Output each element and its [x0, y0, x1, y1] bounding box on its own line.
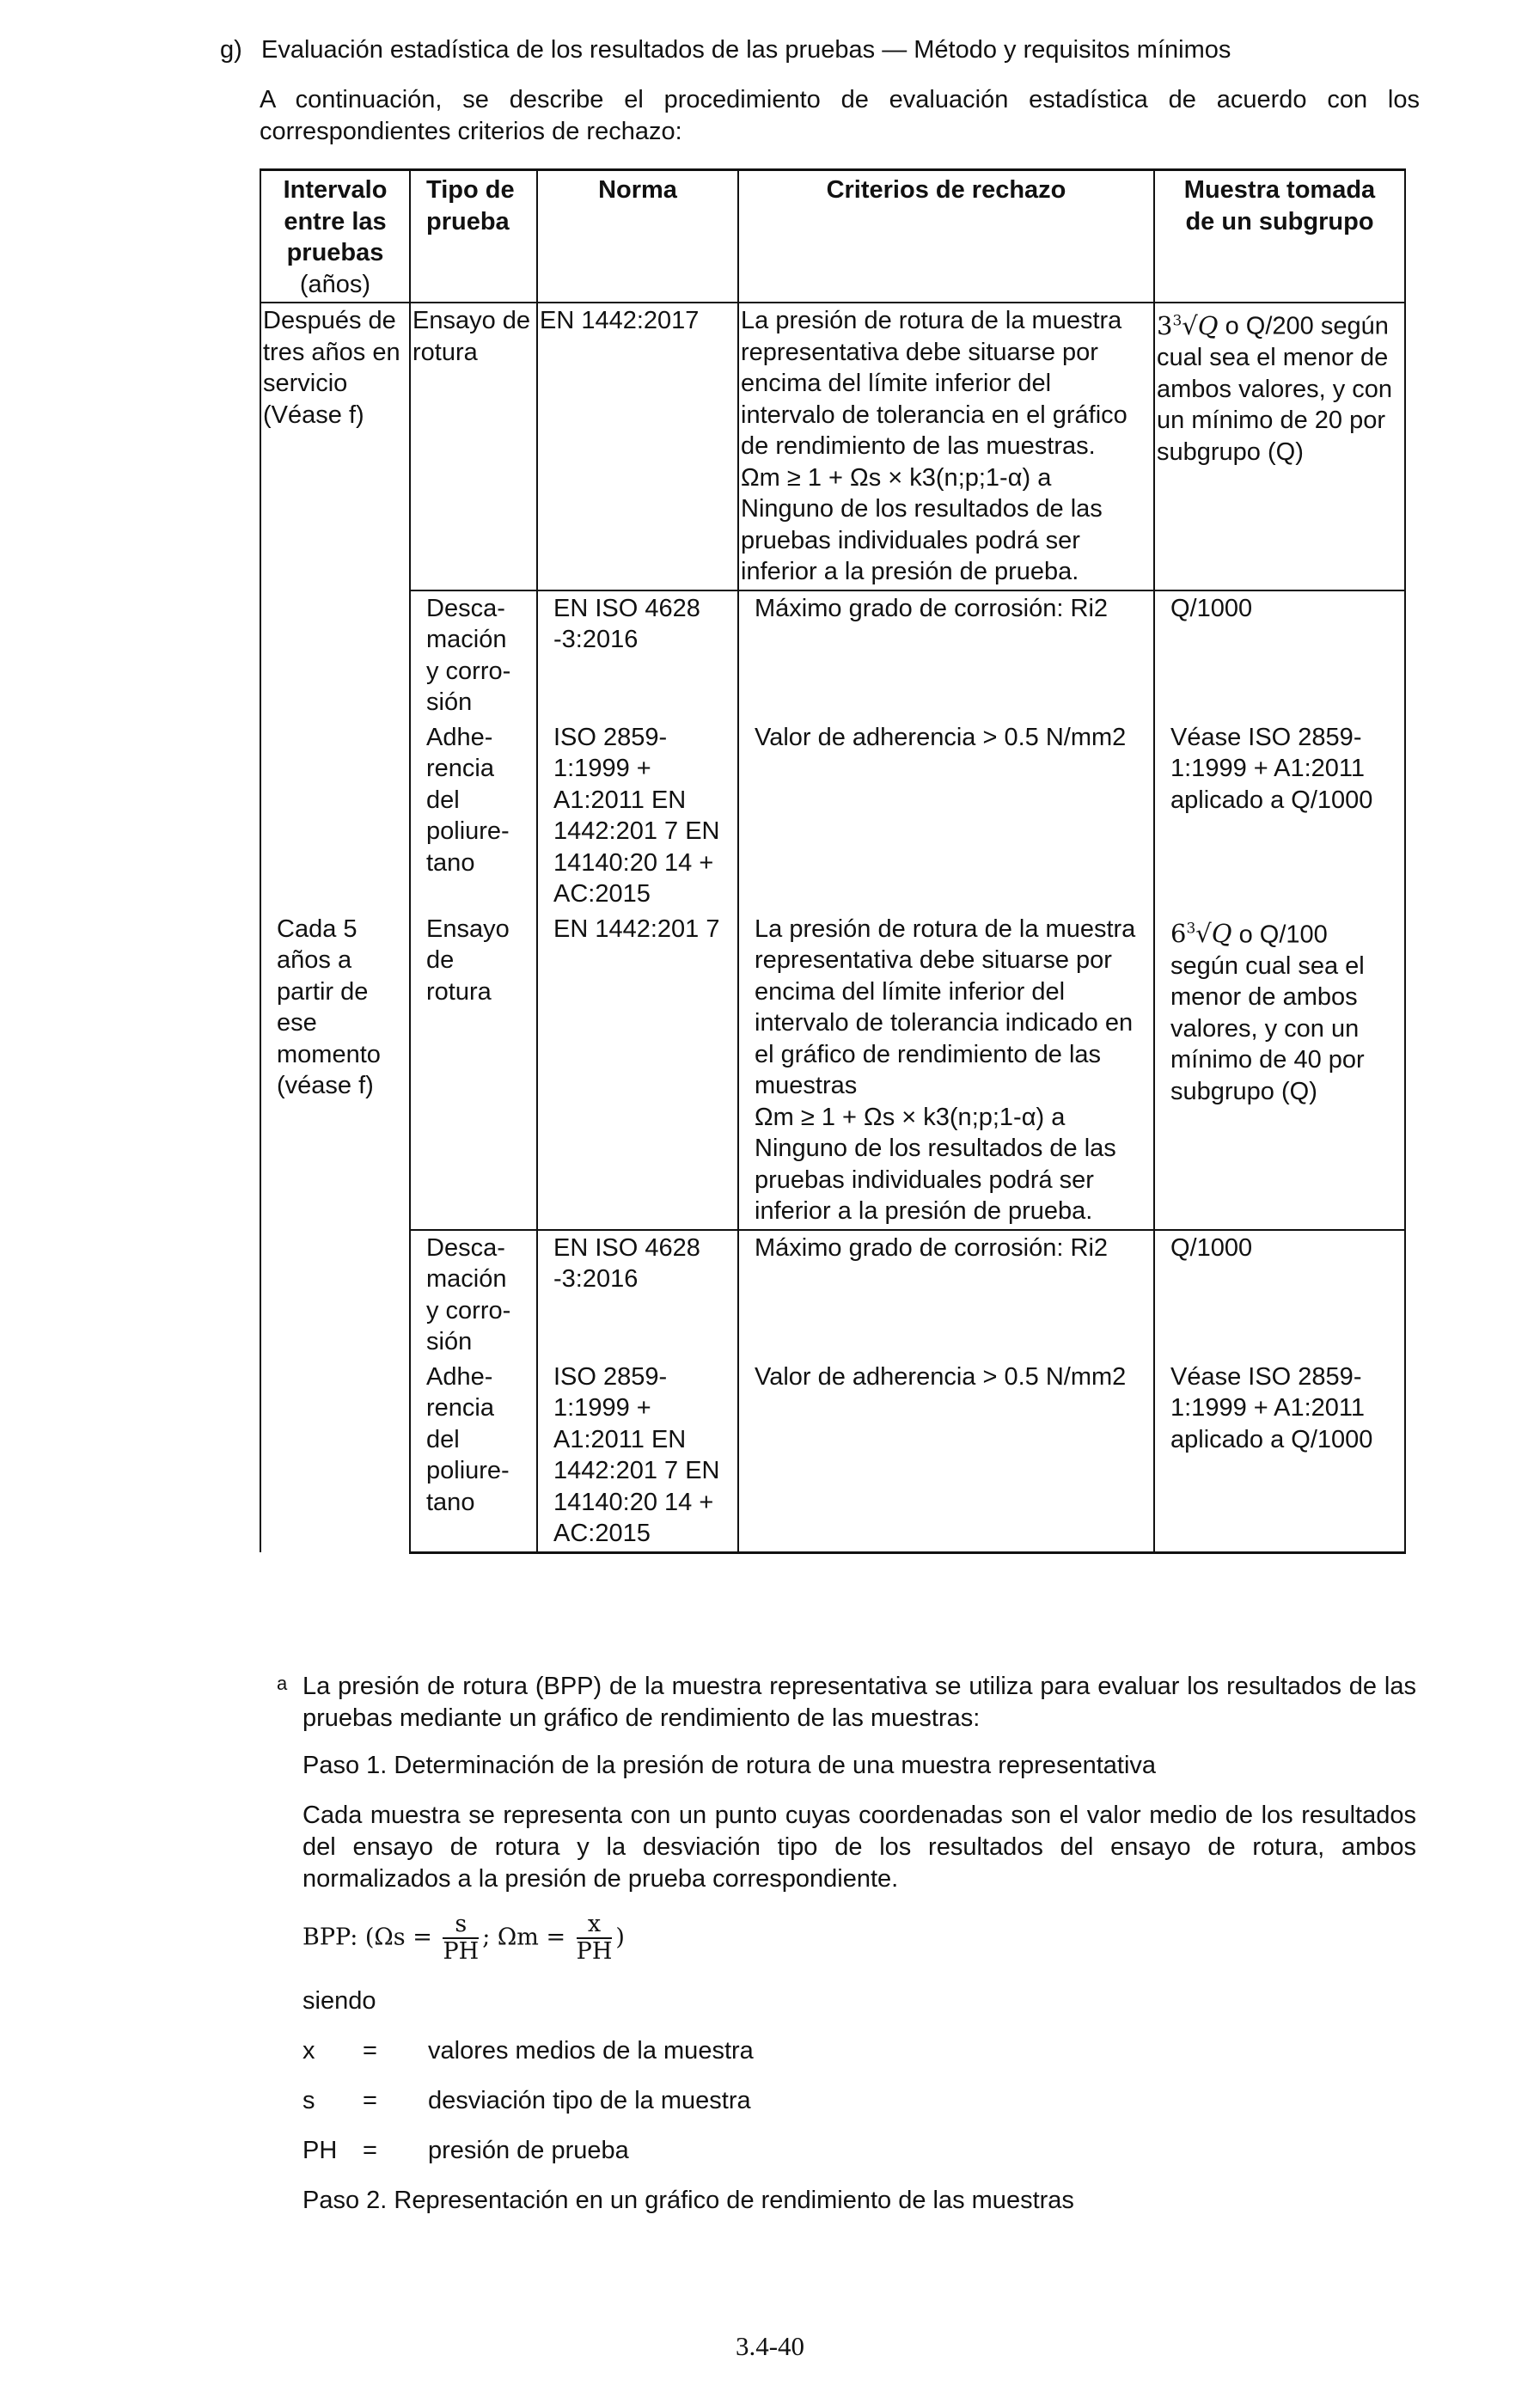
section-title: Evaluación estadística de los resultados de las pruebas — Método y requisitos mínimos: [261, 36, 1231, 64]
step-1-text: Cada muestra se representa con un punto cuyas coordenadas son el valor medio de los resultados del ensayo de rotura y la desviación tipo de los resultados del ensayo de rotura, ambos normalizados a la presión de prueba correspondiente.: [302, 1802, 1416, 1893]
page-number: 3.4-40: [735, 2331, 805, 2361]
step-1-title: Paso 1. Determinación de la presión de rotura de una muestra representativa: [302, 1752, 1157, 1779]
section-label: g): [220, 36, 242, 64]
header-type: Tipo de prueba: [410, 170, 537, 303]
type-cell: Adhe- rencia del poliure- tano: [410, 720, 537, 912]
norm-cell: EN ISO 4628 -3:2016: [537, 1230, 738, 1360]
fraction-s-over-ph: $\frac{s}{PH}$: [443, 1911, 480, 1965]
type-cell: Adhe- rencia del poliure- tano: [410, 1360, 537, 1553]
section-heading: [220, 34, 1231, 66]
fraction-x-over-ph: $\frac{x}{PH}$: [576, 1911, 613, 1965]
criteria-cell: La presión de rotura de la muestra representativa debe situarse por encima del límite inferior del intervalo de tolerancia en el gráfico de rendimiento de las muestras. Ωm ≥ 1 + Ωs × k3(n;p;1-α) a Ninguno de los resultados de las pruebas individuales podrá ser inferior a la presión de prueba.: [738, 303, 1154, 590]
definition-row: x = valores medios de la muestra: [302, 2037, 754, 2065]
bpp-formula: BPP: (Ωs = $\frac{s}{PH}$ ; Ωm = $\frac{x}{PH}$ ): [302, 1911, 625, 1965]
header-interval: Intervalo entre las pruebas (años): [260, 170, 410, 303]
definition-row: s = desviación tipo de la muestra: [302, 2087, 751, 2114]
intro-paragraph: A continuación, se describe el procedimiento de evaluación estadística de acuerdo con los correspondientes criterios de rechazo:: [260, 86, 1420, 145]
sample-cell: Q/1000: [1154, 590, 1405, 720]
criteria-cell: Valor de adherencia > 0.5 N/mm2: [738, 1360, 1154, 1553]
footnote-mark: a: [277, 1673, 288, 1694]
sample-cell: $3^3√Q$ o Q/200 según cual sea el menor de ambos valores, y con un mínimo de 20 por subgrupo (Q): [1154, 303, 1405, 590]
interval-cell: Cada 5 años a partir de ese momento (véase f): [260, 912, 410, 1553]
where-label: siendo: [302, 1987, 376, 2015]
table-row: [260, 1230, 1405, 1360]
criteria-cell: La presión de rotura de la muestra representativa debe situarse por encima del límite inferior del intervalo de tolerancia indicado en el gráfico de rendimiento de las muestras Ωm ≥ 1 + Ωs × k3(n;p;1-α) a Ninguno de los resultados de las pruebas individuales podrá ser inferior a la presión de prueba.: [738, 912, 1154, 1230]
norm-cell: EN 1442:2017: [537, 303, 738, 590]
header-sample: Muestra tomada de un subgrupo: [1154, 170, 1405, 303]
footnote-text: La presión de rotura (BPP) de la muestra representativa se utiliza para evaluar los resultados de las pruebas mediante un gráfico de rendimiento de las muestras:: [302, 1673, 1416, 1732]
table-row: [260, 303, 1405, 590]
sample-cell: $6^3√Q$ o Q/100 según cual sea el menor de ambos valores, y con un mínimo de 40 por subgrupo (Q): [1154, 912, 1405, 1230]
table-row: [260, 912, 1405, 1230]
table-row: [260, 590, 1405, 720]
criteria-cell: Máximo grado de corrosión: Ri2: [738, 1230, 1154, 1360]
sample-cell: Q/1000: [1154, 1230, 1405, 1360]
type-cell: Desca- mación y corro- sión: [410, 590, 537, 720]
rejection-criteria-table: [260, 168, 1406, 1554]
type-cell: Ensayo de rotura: [410, 912, 537, 1230]
table-row: [260, 720, 1405, 912]
type-cell: Ensayo de rotura: [410, 303, 537, 590]
footnote: [277, 1671, 1416, 1734]
criteria-cell: Valor de adherencia > 0.5 N/mm2: [738, 720, 1154, 912]
norm-cell: EN ISO 4628 -3:2016: [537, 590, 738, 720]
norm-cell: EN 1442:201 7: [537, 912, 738, 1230]
type-cell: Desca- mación y corro- sión: [410, 1230, 537, 1360]
definition-row: PH = presión de prueba: [302, 2137, 629, 2164]
header-criteria: Criterios de rechazo: [738, 170, 1154, 303]
norm-cell: ISO 2859- 1:1999 + A1:2011 EN 1442:201 7 EN 14140:20 14 + AC:2015: [537, 1360, 738, 1553]
table-header-row: [260, 170, 1405, 303]
norm-cell: ISO 2859- 1:1999 + A1:2011 EN 1442:201 7 EN 14140:20 14 + AC:2015: [537, 720, 738, 912]
header-interval-unit: (años): [299, 270, 371, 298]
cube-root-expression: $3^3√Q$: [1157, 310, 1219, 340]
cube-root-expression: $6^3√Q$: [1170, 919, 1232, 949]
header-norm: Norma: [537, 170, 738, 303]
step-2-title: Paso 2. Representación en un gráfico de rendimiento de las muestras: [302, 2187, 1074, 2214]
sample-cell: Véase ISO 2859- 1:1999 + A1:2011 aplicado a Q/1000: [1154, 720, 1405, 912]
criteria-cell: Máximo grado de corrosión: Ri2: [738, 590, 1154, 720]
interval-cell: Después de tres años en servicio (Véase f): [260, 303, 410, 912]
table-row: [260, 1360, 1405, 1553]
sample-cell: Véase ISO 2859- 1:1999 + A1:2011 aplicado a Q/1000: [1154, 1360, 1405, 1553]
